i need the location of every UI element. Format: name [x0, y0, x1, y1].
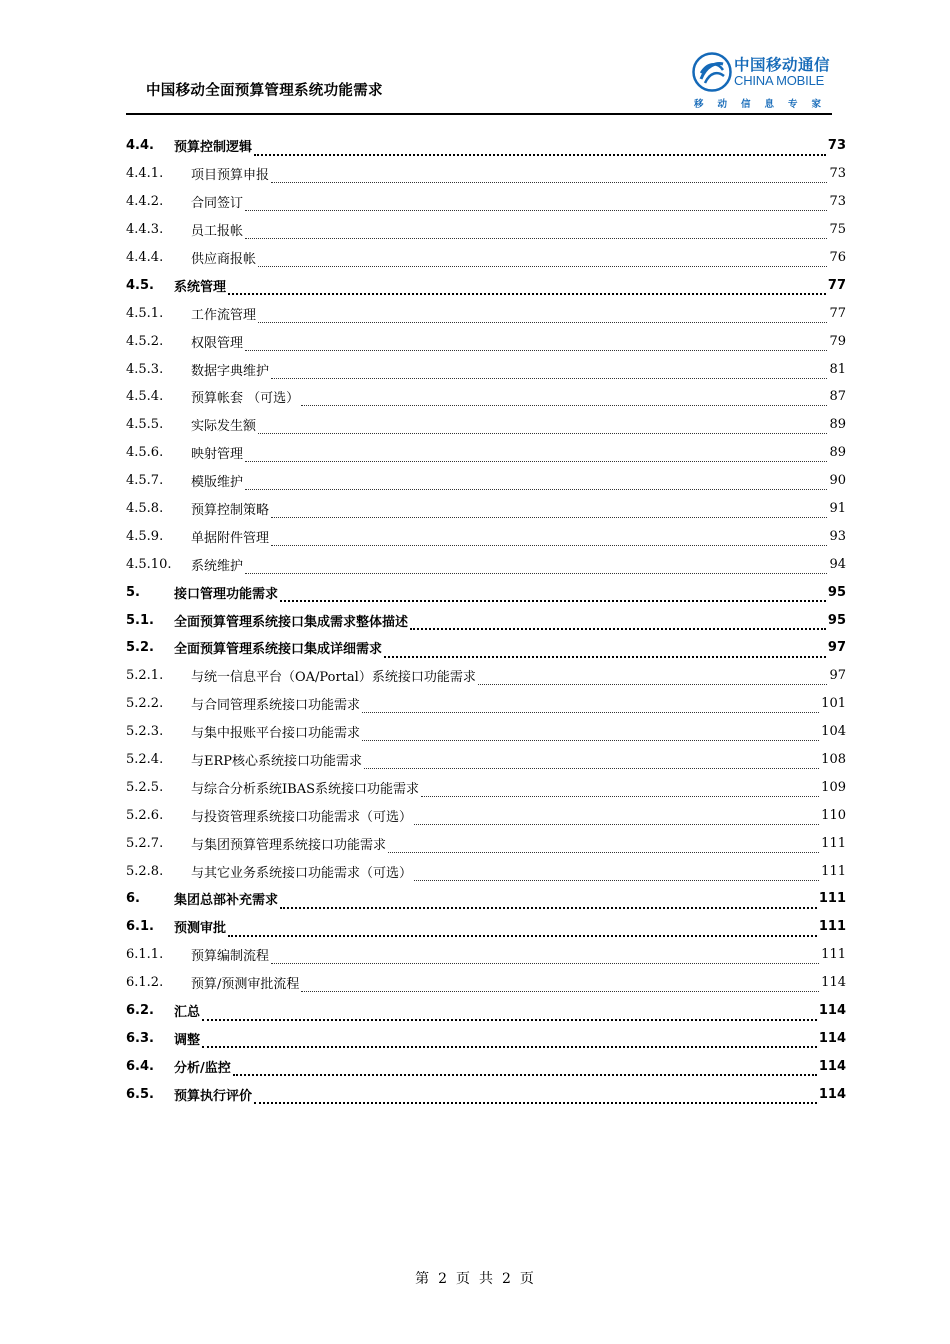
toc-entry-title: 全面预算管理系统接口集成需求整体描述	[174, 614, 409, 630]
toc-entry-number: 5.2.4.	[126, 752, 164, 768]
toc-entry-number: 4.4.3.	[126, 222, 164, 238]
toc-entry-number: 6.1.1.	[126, 947, 164, 963]
toc-entry[interactable]	[126, 439, 846, 467]
toc-entry-title: 汇总	[174, 1005, 201, 1021]
toc-entry[interactable]	[126, 606, 846, 634]
toc-dot-leader	[228, 279, 826, 295]
logo-chinese-text: 中国移动通信	[734, 56, 831, 74]
toc-entry-number: 5.1.	[126, 612, 154, 628]
toc-entry-title: 预算控制逻辑	[174, 140, 253, 156]
toc-entry-page: 77	[829, 305, 846, 321]
toc-entry-page: 87	[829, 389, 846, 405]
footer-mid2: 共	[479, 1271, 494, 1287]
toc-entry-title: 预算/预测审批流程	[191, 977, 300, 993]
toc-entry[interactable]	[126, 746, 846, 774]
toc-entry[interactable]	[126, 969, 846, 997]
toc-entry-title: 模版维护	[191, 475, 244, 491]
toc-entry[interactable]	[126, 271, 846, 299]
toc-entry[interactable]	[126, 132, 846, 160]
toc-entry-number: 6.1.2.	[126, 975, 164, 991]
footer-prefix: 第	[415, 1271, 431, 1287]
page-header	[0, 0, 950, 120]
toc-entry-page: 111	[821, 835, 846, 851]
footer-current-page: 2	[438, 1271, 448, 1287]
toc-entry[interactable]	[126, 1052, 846, 1080]
toc-entry[interactable]	[126, 885, 846, 913]
toc-dot-leader	[301, 977, 819, 992]
toc-entry-number: 5.2.1.	[126, 668, 164, 684]
toc-entry-title: 系统维护	[191, 558, 244, 574]
toc-entry-title: 实际发生额	[191, 419, 257, 435]
toc-entry-number: 6.4.	[126, 1058, 154, 1074]
toc-entry-title: 与合同管理系统接口功能需求	[191, 698, 361, 714]
toc-entry-title: 与集中报账平台接口功能需求	[191, 726, 361, 742]
toc-entry-page: 97	[827, 640, 846, 656]
toc-entry-number: 5.2.7.	[126, 835, 164, 851]
toc-entry-number: 4.5.2.	[126, 333, 164, 349]
toc-entry-title: 供应商报帐	[191, 252, 257, 267]
toc-entry-number: 4.5.4.	[126, 389, 164, 405]
toc-entry-title: 全面预算管理系统接口集成详细需求	[174, 642, 383, 658]
toc-entry[interactable]	[126, 299, 846, 327]
toc-dot-leader	[258, 419, 827, 434]
toc-entry-title: 集团总部补充需求	[174, 893, 279, 909]
toc-entry-title: 映射管理	[191, 447, 244, 463]
toc-dot-leader	[280, 586, 826, 602]
toc-entry-title: 项目预算申报	[191, 168, 270, 184]
toc-entry[interactable]	[126, 829, 846, 857]
document-title: 中国移动全面预算管理系统功能需求	[146, 83, 383, 99]
toc-entry-title: 与集团预算管理系统接口功能需求	[191, 837, 387, 853]
china-mobile-logo	[690, 48, 840, 112]
toc-entry-number: 6.1.	[126, 919, 154, 935]
toc-entry-page: 81	[829, 361, 846, 377]
toc-entry-number: 6.	[126, 891, 140, 907]
toc-entry-number: 4.5.	[126, 277, 154, 293]
toc-dot-leader	[478, 670, 828, 685]
toc-entry-title: 工作流管理	[191, 307, 257, 323]
toc-entry-number: 4.4.2.	[126, 194, 164, 210]
toc-entry[interactable]	[126, 188, 846, 216]
toc-entry[interactable]	[126, 467, 846, 495]
toc-entry-page: 94	[829, 556, 846, 572]
toc-dot-leader	[301, 391, 827, 406]
toc-entry-page: 90	[829, 473, 846, 489]
toc-entry[interactable]	[126, 634, 846, 662]
toc-dot-leader	[258, 308, 827, 323]
toc-entry-page: 93	[829, 528, 846, 544]
logo-english-text: CHINA MOBILE	[734, 73, 825, 88]
toc-entry-page: 111	[821, 947, 846, 963]
toc-entry-title: 与综合分析系统IBAS系统接口功能需求	[191, 781, 419, 797]
logo-slogan: 移动信息专家	[694, 99, 836, 110]
toc-dot-leader	[245, 559, 827, 574]
toc-entry-title: 分析/监控	[174, 1060, 231, 1076]
toc-entry-title: 与统一信息平台（OA/Portal）系统接口功能需求	[191, 670, 476, 686]
toc-entry-title: 调整	[174, 1032, 201, 1048]
toc-entry-page: 76	[829, 250, 846, 265]
toc-entry[interactable]	[126, 997, 846, 1025]
toc-entry-number: 5.2.2.	[126, 696, 164, 712]
header-divider	[126, 113, 832, 115]
toc-entry-title: 接口管理功能需求	[174, 586, 279, 602]
toc-entry-number: 4.5.5.	[126, 417, 164, 433]
toc-entry-number: 6.5.	[126, 1086, 154, 1102]
toc-entry[interactable]	[126, 522, 846, 550]
toc-entry-number: 4.5.6.	[126, 445, 164, 461]
table-of-contents	[126, 132, 846, 1108]
toc-entry-title: 预算帐套 （可选）	[191, 391, 300, 407]
toc-entry[interactable]	[126, 160, 846, 188]
toc-entry-page: 73	[827, 138, 846, 154]
toc-entry-page: 89	[829, 417, 846, 433]
toc-dot-leader	[410, 614, 826, 630]
page-footer	[0, 1268, 950, 1288]
toc-entry[interactable]	[126, 1080, 846, 1108]
toc-dot-leader	[271, 168, 827, 183]
toc-entry-title: 权限管理	[191, 335, 244, 351]
toc-dot-leader	[384, 642, 826, 658]
toc-entry-number: 5.2.	[126, 640, 154, 656]
toc-dot-leader	[271, 949, 819, 964]
toc-entry[interactable]	[126, 578, 846, 606]
toc-dot-leader	[254, 1088, 817, 1104]
footer-mid1: 页	[456, 1271, 471, 1287]
toc-entry-number: 5.2.3.	[126, 724, 164, 740]
toc-entry-number: 4.5.8.	[126, 501, 164, 517]
china-mobile-emblem-icon	[692, 52, 732, 92]
toc-entry-page: 114	[818, 1003, 846, 1019]
toc-entry-page: 109	[821, 779, 846, 795]
toc-entry-title: 数据字典维护	[191, 363, 270, 379]
toc-entry-title: 与ERP核心系统接口功能需求	[191, 754, 363, 770]
toc-dot-leader	[271, 503, 827, 518]
toc-entry-title: 与其它业务系统接口功能需求（可选）	[191, 865, 413, 881]
toc-entry-page: 110	[821, 807, 846, 823]
toc-entry-title: 系统管理	[174, 279, 227, 295]
toc-dot-leader	[228, 921, 817, 937]
toc-entry-page: 104	[821, 724, 846, 740]
toc-entry-page: 77	[827, 277, 846, 293]
toc-entry-title: 预算执行评价	[174, 1088, 253, 1104]
toc-entry-page: 97	[829, 668, 846, 684]
toc-entry[interactable]	[126, 495, 846, 523]
toc-entry[interactable]	[126, 550, 846, 578]
toc-entry-number: 6.3.	[126, 1030, 154, 1046]
toc-dot-leader	[271, 531, 827, 546]
toc-entry-number: 4.5.10.	[126, 556, 172, 572]
toc-dot-leader	[280, 893, 817, 909]
toc-dot-leader	[245, 475, 827, 490]
toc-entry[interactable]	[126, 383, 846, 411]
toc-entry-title: 与投资管理系统接口功能需求（可选）	[191, 809, 413, 825]
toc-entry[interactable]	[126, 662, 846, 690]
toc-entry-page: 114	[818, 1058, 846, 1074]
toc-entry[interactable]	[126, 941, 846, 969]
toc-entry-page: 114	[818, 1030, 846, 1046]
toc-entry-page: 75	[829, 222, 846, 238]
toc-entry-page: 73	[829, 166, 846, 182]
toc-entry-number: 5.2.6.	[126, 807, 164, 823]
toc-entry-page: 101	[821, 696, 846, 712]
toc-entry[interactable]	[126, 216, 846, 244]
toc-entry[interactable]	[126, 411, 846, 439]
toc-dot-leader	[245, 336, 827, 351]
toc-dot-leader	[414, 866, 819, 881]
toc-dot-leader	[233, 1060, 817, 1076]
toc-entry-number: 4.5.1.	[126, 305, 164, 321]
toc-entry-number: 4.4.1.	[126, 166, 164, 182]
toc-entry-page: 111	[818, 891, 846, 907]
toc-entry-page: 95	[827, 612, 846, 628]
toc-entry[interactable]	[126, 718, 846, 746]
toc-entry[interactable]	[126, 690, 846, 718]
toc-entry-title: 员工报帐	[191, 224, 244, 240]
toc-entry-number: 4.4.4.	[126, 250, 164, 265]
toc-entry-page: 89	[829, 445, 846, 461]
toc-dot-leader	[245, 447, 827, 462]
toc-entry[interactable]	[126, 327, 846, 355]
toc-entry[interactable]	[126, 857, 846, 885]
toc-dot-leader	[362, 698, 819, 713]
footer-total-pages: 2	[502, 1271, 512, 1287]
toc-entry-number: 5.2.8.	[126, 863, 164, 879]
toc-dot-leader	[254, 140, 826, 156]
toc-entry-number: 4.5.7.	[126, 473, 164, 489]
toc-entry-page: 111	[818, 919, 846, 935]
toc-entry-page: 108	[821, 752, 846, 768]
toc-dot-leader	[202, 1032, 817, 1048]
toc-entry-page: 114	[818, 1086, 846, 1102]
toc-dot-leader	[202, 1005, 817, 1021]
toc-dot-leader	[362, 726, 819, 741]
toc-entry[interactable]	[126, 773, 846, 801]
toc-entry-number: 4.5.9.	[126, 528, 164, 544]
toc-entry[interactable]	[126, 913, 846, 941]
toc-entry[interactable]	[126, 244, 846, 272]
toc-entry-number: 4.5.3.	[126, 361, 164, 377]
toc-dot-leader	[414, 810, 819, 825]
toc-entry-title: 预算编制流程	[191, 949, 270, 965]
toc-entry-number: 5.2.5.	[126, 779, 164, 795]
toc-dot-leader	[245, 224, 827, 239]
toc-entry-page: 91	[829, 501, 846, 517]
toc-entry-page: 111	[821, 863, 846, 879]
toc-entry-title: 预算控制策略	[191, 503, 270, 519]
footer-suffix: 页	[519, 1271, 535, 1287]
toc-entry[interactable]	[126, 1025, 846, 1053]
toc-entry-page: 73	[829, 194, 846, 210]
toc-dot-leader	[258, 252, 827, 267]
toc-dot-leader	[271, 364, 827, 379]
toc-entry-title: 合同签订	[191, 196, 244, 212]
toc-dot-leader	[245, 196, 827, 211]
toc-dot-leader	[421, 782, 819, 797]
toc-entry-number: 5.	[126, 584, 140, 600]
toc-entry-page: 114	[821, 975, 846, 991]
toc-entry-page: 79	[829, 333, 846, 349]
toc-entry-number: 4.4.	[126, 138, 154, 154]
toc-entry-page: 95	[827, 584, 846, 600]
toc-entry[interactable]	[126, 801, 846, 829]
toc-dot-leader	[388, 838, 819, 853]
toc-entry-title: 单据附件管理	[191, 530, 270, 546]
toc-entry-title: 预测审批	[174, 921, 227, 937]
toc-entry[interactable]	[126, 355, 846, 383]
toc-entry-number: 6.2.	[126, 1003, 154, 1019]
toc-dot-leader	[364, 754, 819, 769]
